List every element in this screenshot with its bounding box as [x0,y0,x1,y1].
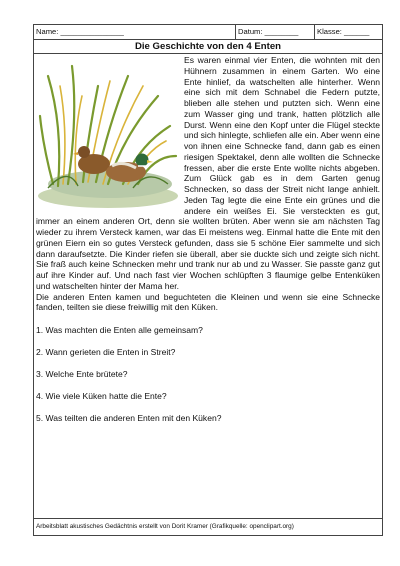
question-item: 5. Was teilten die anderen Enten mit den Küken? [36,413,222,423]
question-item: 2. Wann gerieten die Enten in Streit? [36,347,176,357]
question-item: 4. Wie viele Küken hatte die Ente? [36,391,167,401]
duck-pond-illustration-icon [38,56,178,208]
header-row [34,25,382,40]
question-item: 3. Welche Ente brütete? [36,369,128,379]
worksheet-content [34,54,382,506]
question-item: 1. Was machten die Enten alle gemeinsam? [36,325,203,335]
story-paragraph: Es waren einmal vier Enten, die wohnten mit den Hühnern zusammen in einem Garten. Wo eine Ente hinlief, da watschelten alle hinterher. Wenn eine sich mit dem Schnabel die Federn putzte, blieben alle stehen und putzten sich. Wenn eine zum Wasser ging und trank, hatten plötzlich alle Durst. Wenn eine den Kopf unter die Flügel steckte und sich hinlegte, schliefen alle ein. Aber wenn eine von ihnen eine Schnecke fand, dann gab es einen riesigen Spektakel, denn alle wollten die Schnecke fressen, aber die erste Ente wollte nichts abgeben. Zum Glück gab es in dem Garten genug Schnecken, so dass der Streit nicht lange anhielt. Jeden Tag legte die eine Ente ein grünes und die andere ein weißes Ei. Sie versteckten es gut, immer an einem anderen Ort, denn sie wollten brüten. Aber wenn sie am nächsten Tag wieder zu ihrem Versteck kamen, war das Ei meistens weg. Einmal hatte die Ente mit den grünen Eiern ein so gutes Versteck gefunden, dass sie 5 schöne Eier sammelte und sich dann daraufsetzte. Die Kinder riefen sie überall, aber sie duckte sich und zeigte sich nicht. Sie fraß auch keine Schnecken mehr und trank nur ab und zu Wasser. Sie passte ganz gut auf ihre Kinder auf. Und nach fast vier Wochen schlüpften 3 flaumige gelbe Entenküken und watschelten hinter der Mama her. [36,55,380,291]
date-field-label: Datum: ________ [236,25,315,39]
question-list [36,325,380,435]
worksheet-title: Die Geschichte von den 4 Enten [34,40,382,54]
footer-credit: Arbeitsblatt akustisches Gedächtnis erstellt von Dorit Kramer (Grafikquelle: openclipart.org) [34,518,382,535]
class-field-label: Klasse: ______ [317,27,370,36]
name-field-label: Name: _______________ [34,25,236,39]
worksheet [33,24,383,536]
story-paragraph: Die anderen Enten kamen und beguchteten die Kleinen und wenn sie eine Schnecke fanden, teilten sie diese freiwillig mit den Küken. [36,291,380,313]
